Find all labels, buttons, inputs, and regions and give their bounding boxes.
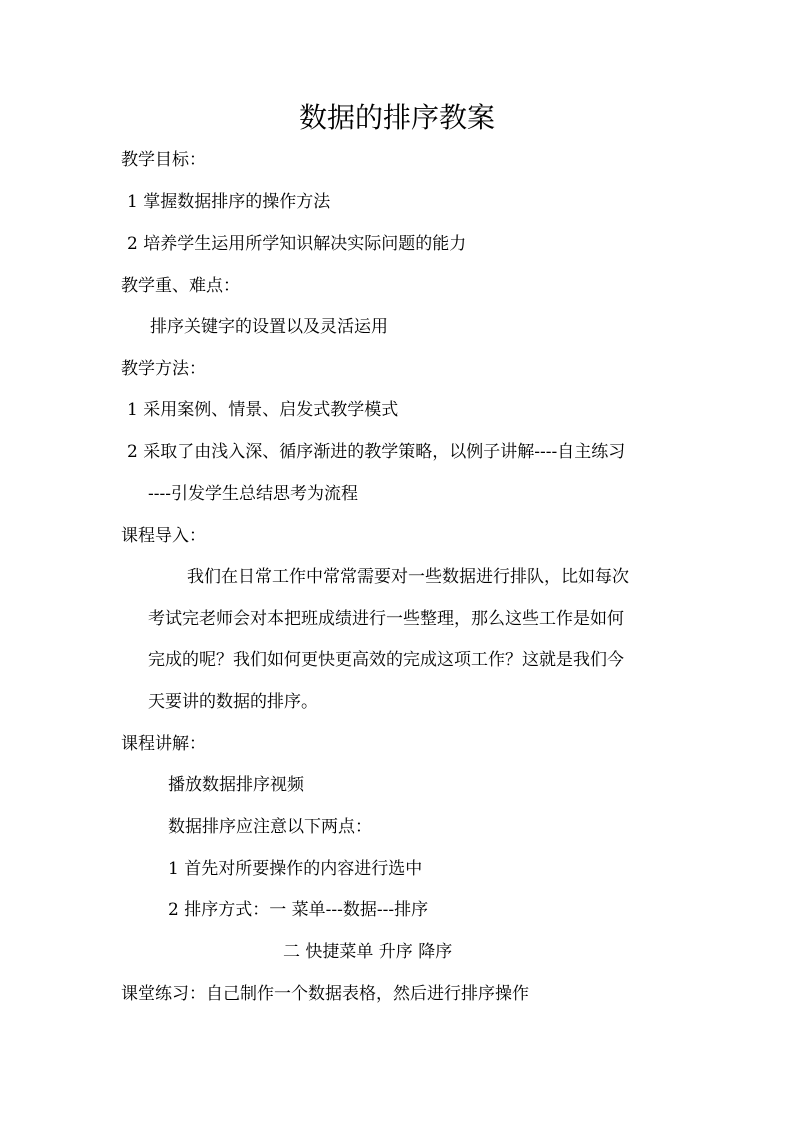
method-item: 1 采用案例、情景、启发式教学模式: [127, 400, 399, 420]
methods-heading: 教学方法：: [121, 359, 206, 379]
document-title: 数据的排序教案: [298, 101, 495, 134]
lecture-note: 1 首先对所要操作的内容进行选中: [168, 859, 423, 879]
key-points-heading: 教学重、难点：: [121, 276, 240, 296]
intro-line: 考试完老师会对本把班成绩进行一些整理，那么这些工作是如何: [148, 609, 624, 629]
lecture-heading: 课程讲解：: [121, 734, 206, 754]
lecture-note: 2 排序方式：一 菜单---数据---排序: [168, 900, 429, 920]
intro-heading: 课程导入：: [121, 526, 206, 546]
objectives-heading: 教学目标：: [121, 150, 206, 170]
lecture-video: 播放数据排序视频: [168, 775, 304, 795]
intro-line: 完成的呢？我们如何更快更高效的完成这项工作？这就是我们今: [148, 650, 624, 670]
intro-line: 我们在日常工作中常常需要对一些数据进行排队，比如每次: [187, 567, 629, 587]
key-points-text: 排序关键字的设置以及灵活运用: [150, 317, 388, 337]
objective-item: 2 培养学生运用所学知识解决实际问题的能力: [127, 234, 467, 254]
practice-text: 课堂练习：自己制作一个数据表格，然后进行排序操作: [121, 984, 529, 1004]
lecture-notes-heading: 数据排序应注意以下两点：: [168, 817, 372, 837]
objective-item: 1 掌握数据排序的操作方法: [127, 192, 331, 212]
intro-line: 天要讲的数据的排序。: [148, 692, 318, 712]
method-item: 2 采取了由浅入深、循序渐进的教学策略，以例子讲解----自主练习: [127, 442, 626, 462]
method-item-continuation: ----引发学生总结思考为流程: [148, 484, 358, 504]
lecture-shortcut: 二 快捷菜单 升序 降序: [283, 942, 453, 962]
